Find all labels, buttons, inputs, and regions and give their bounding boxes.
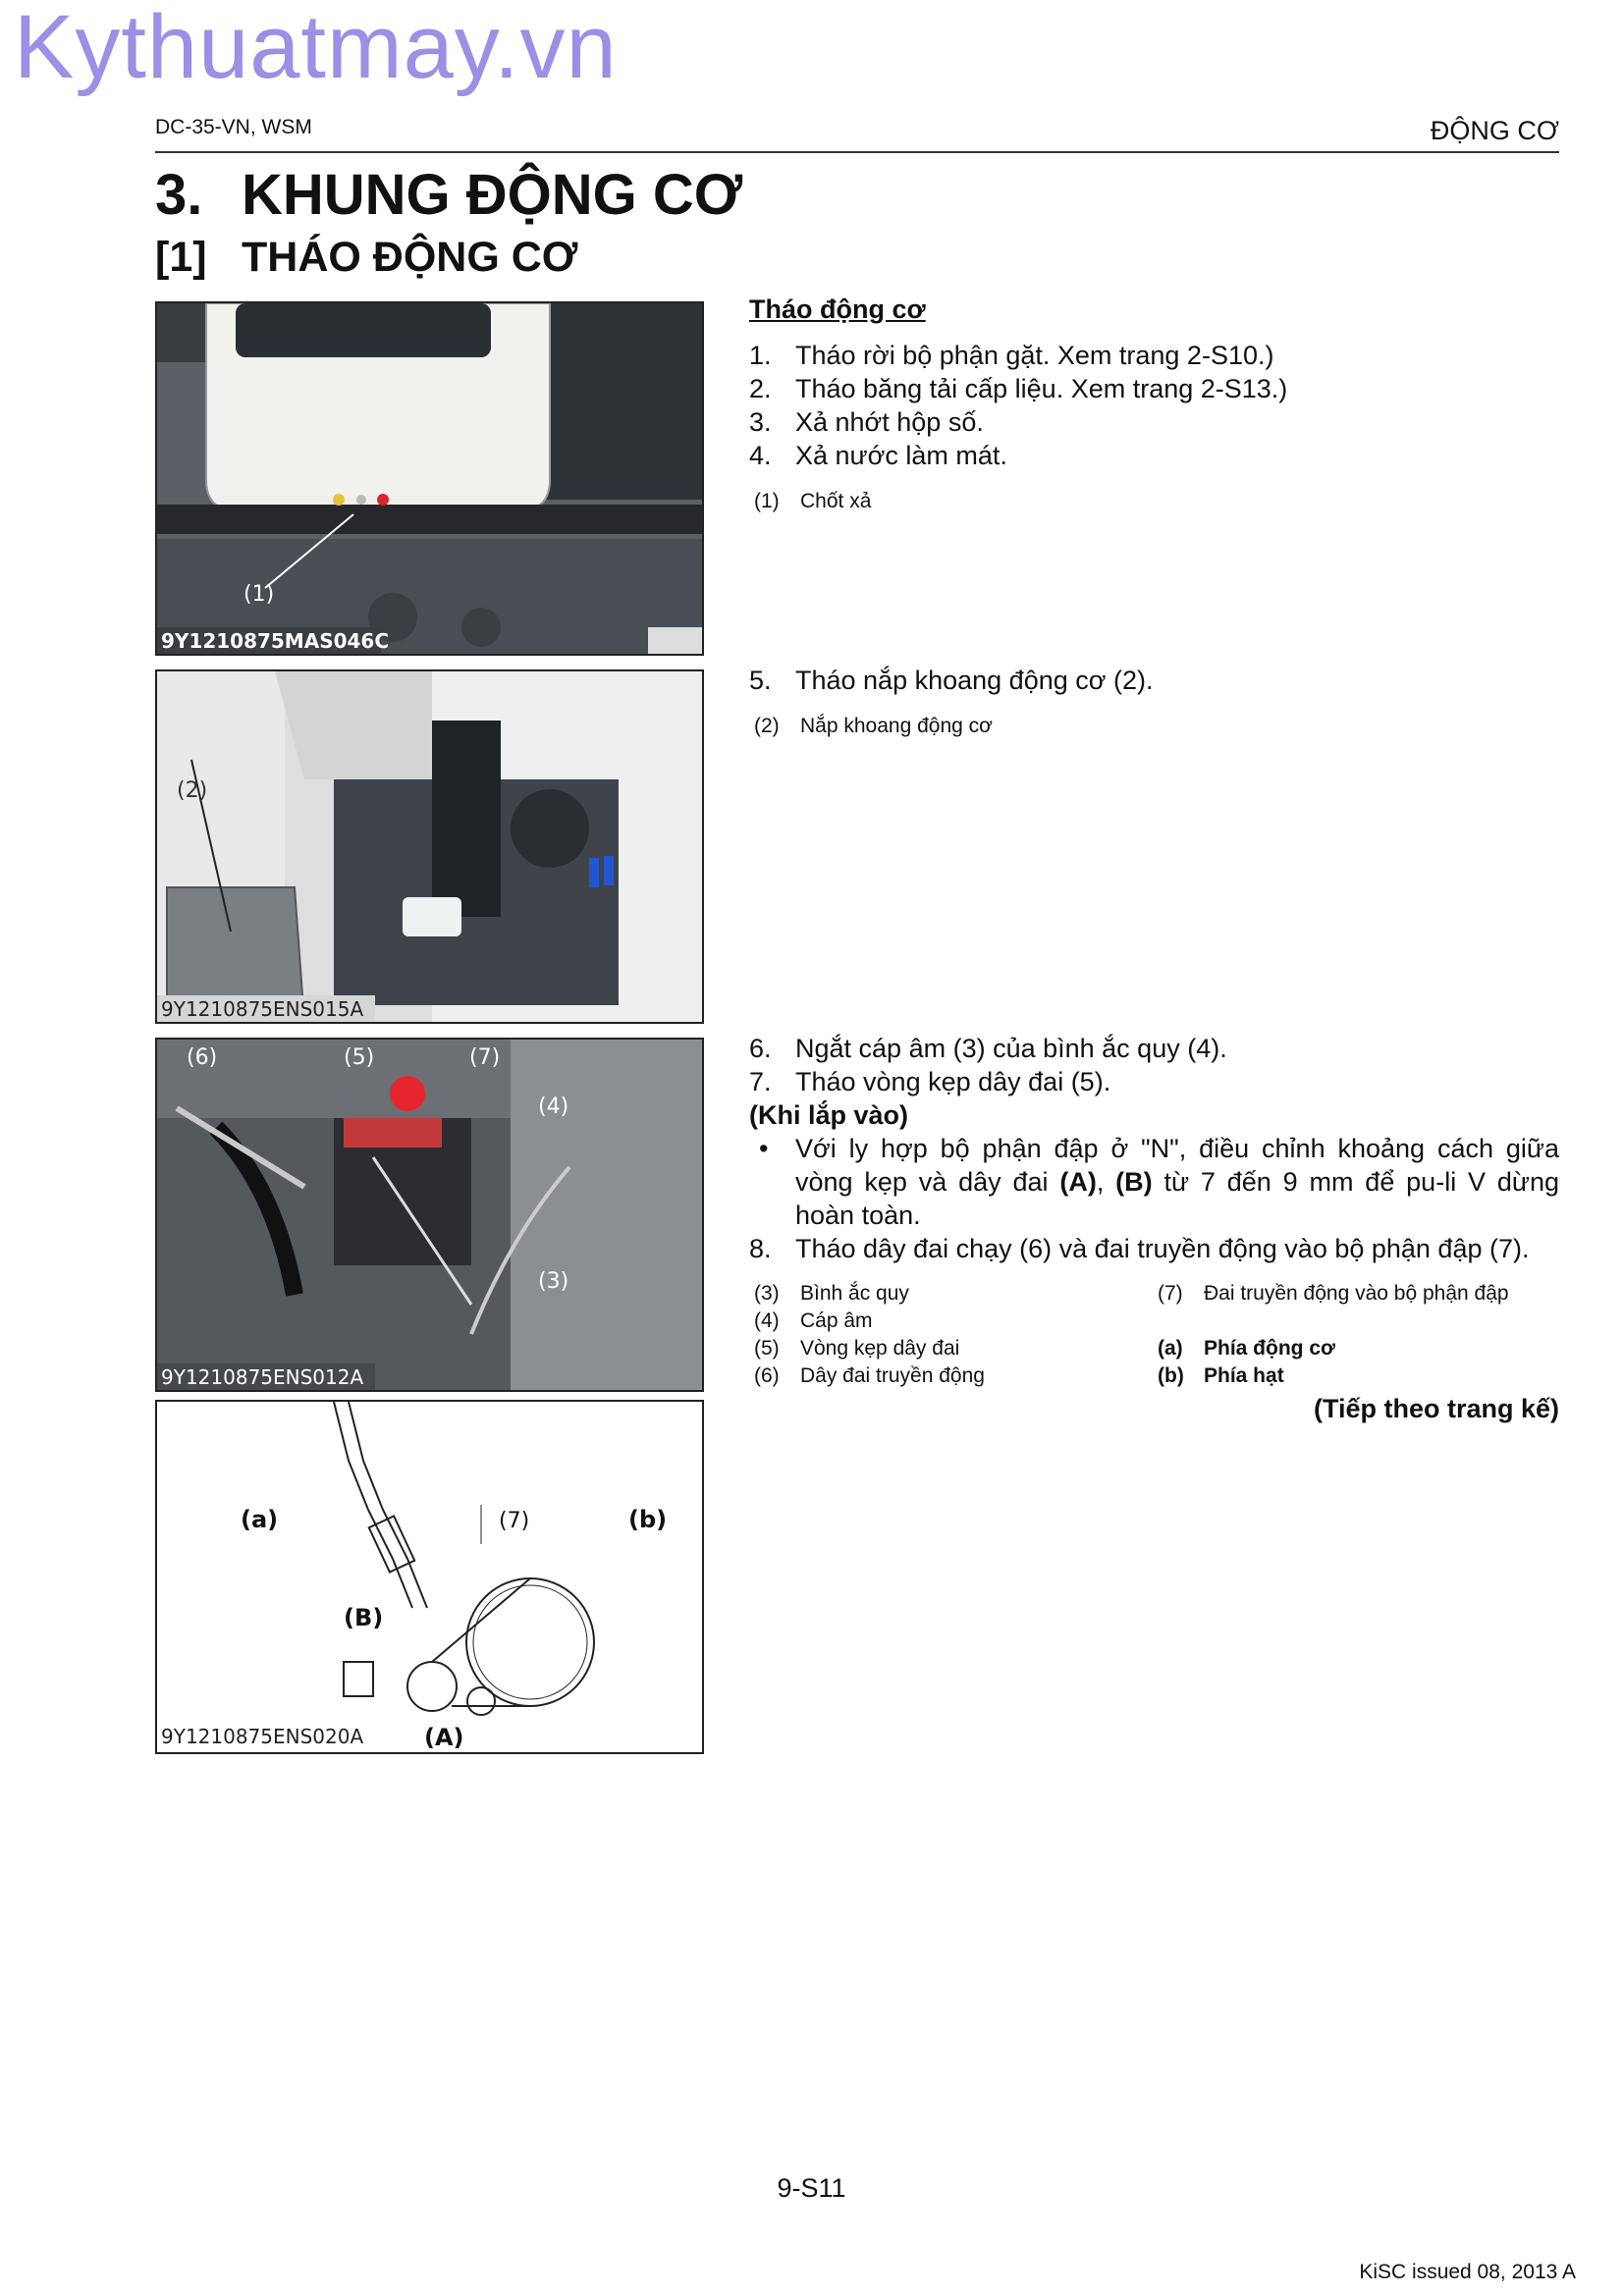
bullet-dot: •: [759, 1134, 769, 1163]
page-number: 9-S11: [777, 2173, 846, 2203]
bullet-part1: Với ly hợp bộ phận đập ở "N", điều chỉnh khoảng cách giữa vòng kẹp và dây đai: [795, 1134, 1559, 1197]
section-title-text: THÁO ĐỘNG CƠ: [242, 234, 578, 281]
legend-text: Vòng kẹp dây đai: [800, 1337, 960, 1360]
legend-item-b: [1158, 1362, 1284, 1390]
step-text: Tháo rời bộ phận gặt. Xem trang 2-S10.): [795, 341, 1274, 370]
legend-text: Phía hạt: [1204, 1364, 1284, 1387]
step-1: [749, 339, 1273, 372]
bullet-ref-a: (A): [1059, 1167, 1097, 1197]
step-number: 2.: [749, 374, 772, 403]
legend-item-1: [754, 488, 871, 515]
legend-text: Cáp âm: [800, 1309, 873, 1332]
figure-drain-plug-code: 9Y1210875MAS046C: [161, 629, 390, 653]
legend-number: (6): [754, 1364, 780, 1387]
legend-item-2: [754, 713, 993, 740]
figure-drain-plug-illustration: [157, 303, 702, 654]
header-section: ĐỘNG CƠ: [1430, 116, 1559, 145]
figure-belt-diagram-callout-b: (b): [628, 1506, 668, 1533]
step-text: Tháo vòng kẹp dây đai (5).: [795, 1067, 1111, 1096]
issue-info: KiSC issued 08, 2013 A: [1359, 2261, 1576, 2283]
step-text: Tháo dây đai chạy (6) và đai truyền động vào bộ phận đập (7).: [795, 1234, 1530, 1263]
legend-number: (2): [754, 715, 780, 737]
chapter-title-text: KHUNG ĐỘNG CƠ: [242, 163, 743, 227]
install-bullet: [756, 1132, 1559, 1232]
figure-engine-cover-illustration: [157, 671, 702, 1022]
section-number: [1]: [155, 234, 207, 281]
step-text: Xả nhớt hộp số.: [795, 407, 984, 437]
step-6: [749, 1032, 1227, 1065]
header-rule: [155, 151, 1559, 153]
bullet-part2: từ 7 đến 9 mm để pu-li V dừng hoàn toàn.: [795, 1167, 1559, 1230]
header-doc-code: DC-35-VN, WSM: [155, 116, 312, 138]
legend-text: Chốt xả: [800, 490, 872, 512]
figure-belt-diagram-code: 9Y1210875ENS020A: [161, 1725, 364, 1748]
watermark: Kythuatmay.vn: [14, 0, 618, 97]
figure-battery-belt: [155, 1038, 704, 1392]
step-number: 7.: [749, 1067, 772, 1096]
legend-text: Nắp khoang động cơ: [800, 715, 993, 737]
figure-battery-belt-callout-6: (6): [187, 1045, 218, 1070]
step-7: [749, 1065, 1110, 1098]
subheading: Tháo động cơ: [749, 294, 926, 324]
step-3: [749, 405, 984, 439]
bullet-sep: ,: [1096, 1167, 1116, 1197]
step-number: 1.: [749, 341, 772, 370]
step-2: [749, 372, 1287, 405]
legend-number: (1): [754, 490, 780, 512]
figure-battery-belt-callout-3: (3): [538, 1269, 569, 1294]
step-text: Tháo nắp khoang động cơ (2).: [795, 666, 1154, 695]
figure-belt-diagram-callout-a: (a): [241, 1506, 279, 1533]
figure-battery-belt-code: 9Y1210875ENS012A: [161, 1365, 364, 1389]
figure-engine-cover: [155, 669, 704, 1024]
figure-battery-belt-illustration: [157, 1040, 702, 1390]
install-note: (Khi lắp vào): [749, 1100, 909, 1130]
step-text: Xả nước làm mát.: [795, 441, 1007, 470]
step-number: 4.: [749, 441, 772, 470]
section-title: [155, 234, 577, 282]
legend-number: (7): [1158, 1282, 1183, 1305]
step-number: 8.: [749, 1234, 772, 1263]
legend-text: Dây đai truyền động: [800, 1364, 985, 1387]
legend-number: (b): [1158, 1364, 1184, 1387]
legend-text: Bình ắc quy: [800, 1282, 909, 1305]
figure-battery-belt-callout-7: (7): [469, 1045, 501, 1070]
continued-note: (Tiếp theo trang kế): [1313, 1394, 1559, 1423]
step-text: Ngắt cáp âm (3) của bình ắc quy (4).: [795, 1034, 1227, 1063]
step-5: [749, 664, 1153, 697]
step-number: 5.: [749, 666, 772, 695]
install-bullet-text: [795, 1132, 1559, 1232]
legend-number: (a): [1158, 1337, 1183, 1360]
step-number: 3.: [749, 407, 772, 437]
legend-item-7: [1158, 1280, 1509, 1308]
legend-item-a: [1158, 1335, 1335, 1362]
legend-item-5: [754, 1335, 959, 1362]
figure-drain-plug: [155, 301, 704, 656]
legend-number: (3): [754, 1282, 780, 1305]
figure-belt-diagram-callout-7: (7): [499, 1509, 530, 1533]
legend-text: Đai truyền động vào bộ phận đập: [1204, 1282, 1509, 1305]
legend-number: (4): [754, 1309, 780, 1332]
figure-belt-diagram-callout-A: (A): [424, 1724, 464, 1751]
figure-belt-diagram-callout-B: (B): [344, 1604, 384, 1631]
figure-drain-plug-callout-1: (1): [243, 582, 275, 607]
figure-battery-belt-callout-4: (4): [538, 1095, 569, 1119]
figure-belt-diagram-illustration: [157, 1402, 702, 1752]
legend-item-4: [754, 1308, 873, 1335]
figure-battery-belt-callout-5: (5): [344, 1045, 375, 1070]
step-8: [749, 1232, 1529, 1265]
step-number: 6.: [749, 1034, 772, 1063]
chapter-number: 3.: [155, 163, 203, 227]
step-text: Tháo băng tải cấp liệu. Xem trang 2-S13.): [795, 374, 1288, 403]
legend-item-3: [754, 1280, 909, 1308]
figure-belt-diagram: [155, 1400, 704, 1754]
legend-text: Phía động cơ: [1204, 1337, 1335, 1360]
chapter-title: [155, 162, 742, 228]
legend-item-6: [754, 1362, 985, 1390]
figure-engine-cover-code: 9Y1210875ENS015A: [161, 997, 364, 1021]
legend-number: (5): [754, 1337, 780, 1360]
bullet-ref-b: (B): [1115, 1167, 1153, 1197]
step-4: [749, 439, 1007, 472]
figure-engine-cover-callout-2: (2): [177, 778, 208, 803]
